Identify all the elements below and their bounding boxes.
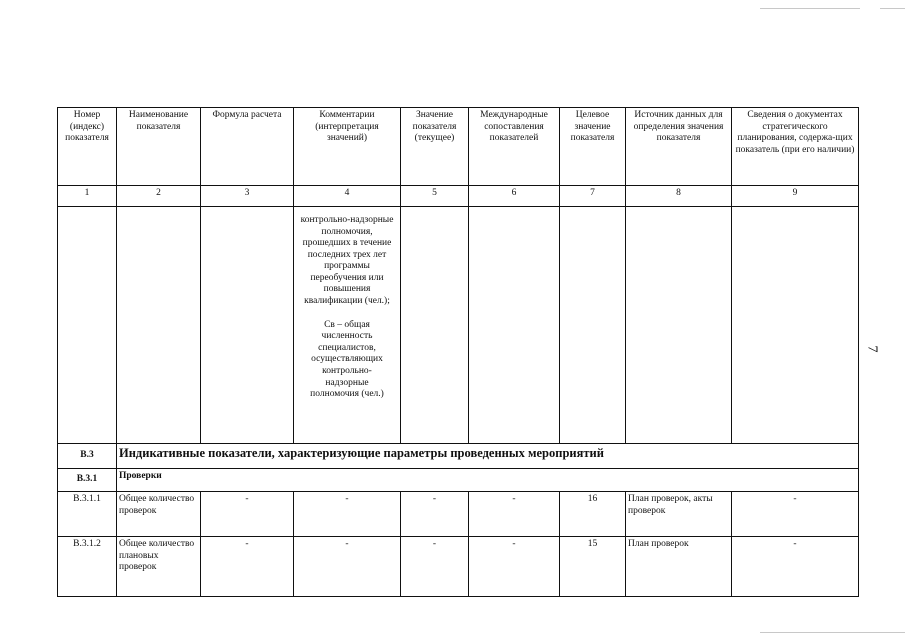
header-index: Номер (индекс) показателя: [58, 108, 117, 186]
indicator-source: План проверок, акты проверок: [626, 492, 732, 537]
subsection-title: Проверки: [117, 469, 859, 492]
indicator-name: Общее количество проверок: [117, 492, 201, 537]
indicator-index: В.3.1.2: [58, 537, 117, 597]
header-target-value: Целевое значение показателя: [560, 108, 626, 186]
scan-edge-bottom-right: [760, 632, 905, 633]
column-number: 3: [201, 186, 294, 207]
section-title: Индикативные показатели, характеризующие параметры проведенных мероприятий: [117, 444, 859, 469]
header-data-source: Источник данных для определения значения показателя: [626, 108, 732, 186]
column-number: 8: [626, 186, 732, 207]
column-number-row: [58, 186, 859, 207]
continuation-comment-cell: [294, 207, 401, 444]
table-row: [58, 492, 859, 537]
indicator-international: -: [469, 492, 560, 537]
indicator-formula: -: [201, 537, 294, 597]
table-row: [58, 537, 859, 597]
column-number: 7: [560, 186, 626, 207]
indicator-source: План проверок: [626, 537, 732, 597]
continuation-comment-part1: контрольно-надзорные полномочия, прошедших в течение последних трех лет программы переобучения или повышения квалификации (чел.);: [300, 215, 394, 307]
column-number: 1: [58, 186, 117, 207]
column-number: 9: [732, 186, 859, 207]
indicator-international: -: [469, 537, 560, 597]
indicator-formula: -: [201, 492, 294, 537]
section-row-b31: [58, 469, 859, 492]
indicator-comment: -: [294, 537, 401, 597]
header-international: Международные сопоставления показателей: [469, 108, 560, 186]
indicator-target: 15: [560, 537, 626, 597]
indicator-current: -: [401, 492, 469, 537]
indicator-current: -: [401, 537, 469, 597]
column-number: 4: [294, 186, 401, 207]
continuation-row: [58, 207, 859, 444]
subsection-code: В.3.1: [58, 469, 117, 492]
column-number: 6: [469, 186, 560, 207]
indicator-target: 16: [560, 492, 626, 537]
section-row-b3: [58, 444, 859, 469]
header-name: Наименование показателя: [117, 108, 201, 186]
table-header-row: [58, 108, 859, 186]
page-number: 7: [864, 345, 880, 353]
column-number: 5: [401, 186, 469, 207]
header-comments: Комментарии (интерпретация значений): [294, 108, 401, 186]
indicators-table: [57, 107, 859, 597]
scan-edge-top-right: [760, 8, 860, 9]
header-documents: Сведения о документах стратегического планирования, содержа-щих показатель (при его наличии): [732, 108, 859, 186]
scan-edge-top-far-right: [880, 8, 905, 9]
indicator-comment: -: [294, 492, 401, 537]
column-number: 2: [117, 186, 201, 207]
indicator-name: Общее количество плановых проверок: [117, 537, 201, 597]
header-current-value: Значение показателя (текущее): [401, 108, 469, 186]
header-formula: Формула расчета: [201, 108, 294, 186]
indicator-documents: -: [732, 492, 859, 537]
indicator-index: В.3.1.1: [58, 492, 117, 537]
continuation-comment-part2: Св – общая численность специалистов, осуществляющих контрольно-надзорные полномочия (чел.): [310, 319, 384, 400]
indicator-documents: -: [732, 537, 859, 597]
section-code: В.3: [58, 444, 117, 469]
